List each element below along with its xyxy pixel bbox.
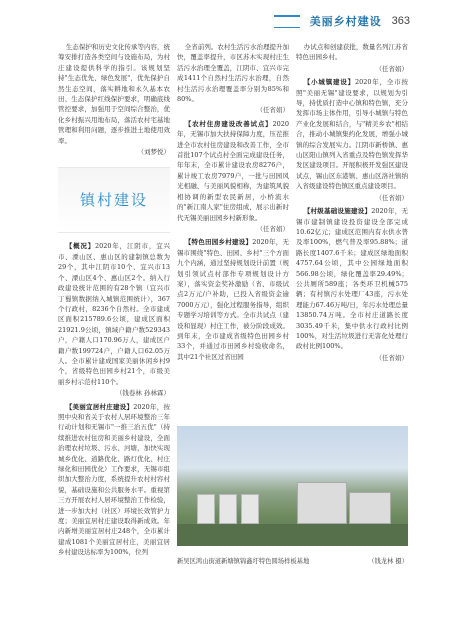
section-title: 美丽乡村建设 [309,15,382,28]
column-3 [296,42,408,366]
column-2 [177,42,289,363]
editor-credit: （任省娟） [375,64,408,73]
paragraph: 生态保护和历史文化传承等内容，统筹安排打造各类空间与设施布局，为村庄建设提供科学的指引。该规划坚持"生态优先、绿色发展"，优先保护自然生态空间，落实耕地和永久基本农田、生态保护红线保护要求，明确底线管控要求，加强用于空间综合整治，优化乡村振兴用地布局，落活农村宅基地管理和利用问题，逐步推进土地使用效率。 [58,43,170,145]
editor-credit: （任省娟） [375,353,408,362]
editor-credit: （任省娟） [375,193,408,202]
paragraph-text: 2020年，按照中央和省关于农村人居环境整治三年行动计划和无锡市"一推三治五优"（持续推进农村住房和美丽乡村建设，全面治理农村垃圾、污水、河塘，加快实现城乡优化、道路优化、路灯优化、村庄绿化和田园优化）工作要求，无锡市组织加大整治力度，系统提升农村村容村貌，基础设施和公共服务水平。重视第三方开展农村人居环境整治工作检验，进一步加大村（社区）环境长效管护力度；美丽宜居村庄建设取得新成效。年内新增美丽宜居村庄248个，全市累计建成1081个美丽宜居村庄，美丽宜居乡村建设达标率为100%，位列 [58,402,171,557]
subsection-heading: 【小城镇建设】 [303,78,355,87]
section-banner [58,167,170,233]
paragraph-text: 2020年，无锡市围绕"特色、田园、乡村"三个方面九个内涵，通过坚持规划设计前置（规划引领试点村部作专项规划设计方案），落实资金奖补激励（省、市级试点2万元/户补助，已投入省级资金逾7000万元），强化过程服务指导，组织专题学习培训等方式。全市共试点（建设和显现）村庄工作，被分阶段成效。到年末，全市建成省级特色田园乡村33个，并通过市田园乡村验收命名，其中21个社区过省田园 [177,238,290,361]
photo-caption [177,556,408,565]
paragraph [58,402,170,558]
editor-credit: （任省娟） [256,224,289,233]
building-shape [349,492,391,524]
paragraph-text: 2020年，无锡市加大扶持保障力度，压茬推进全市农村住房建设和改善工作，全市首批107个试点村全面完成建设任务，年年末，全市累计建设农房8276户，累计竣工农房7979户，一批与田园风光相融、与美丽风貌相称，为建筑风貌相协调的新型农民新居，小桥流水的"新江南人家"住房组成，展示出新时代无锡美丽田园乡村新形象。 [177,119,289,222]
tank-shape [197,494,215,524]
paragraph [296,77,408,191]
building-shape [297,482,347,524]
column-1 [58,42,170,559]
editor-credit: （刘梦悦） [137,148,170,157]
editor-credit: （任省娟） [256,106,289,115]
subsection-heading: 【村级基础设施建设】 [303,207,372,216]
paragraph [296,206,408,352]
caption-text: 新吴区鸿山街道新塘镇锦鑫圩特色圆场样板基地 [177,558,310,565]
subsection-heading: 【特色田园乡村建设】 [184,238,253,247]
banner-title: 镇村建设 [79,191,148,210]
subsection-heading: 【概况】 [65,242,96,251]
field-shape [177,524,408,546]
paragraph [177,237,289,362]
paragraph-text: 2020年，无锡市建制镇建设投资建设全部完成10.62亿元；建成区范围内有水供水普及率100%，燃气普及率95.88%；道路长度1407.6千米；建成区绿地面积4757.64公顷，其中公园绿地面积566.98公顷，绿化覆盖率29.49%；公共厕所589座；各类环卫机械575辆；有村镇污水处理厂43座，污水处理能力67.46万吨/日，年污水处理总量13850.74万吨。全市村庄道路长度3035.49千米，集中供水行政村比例100%，对生活垃圾进行无害化处理行政村比例100%。 [296,207,409,351]
paragraph: 全省前列。农村生活污水治理提升加快，覆盖率提升，市区苏木实现村庄生活污水治理全覆盖，江阴市、宜兴市完成1411个自然村生活污水治理，自然村生活污水治理覆盖率分别为85%和80%。 [177,43,289,104]
page-header [274,12,410,30]
page-number: 363 [391,15,410,27]
tank-shape [241,494,259,524]
editor-credit: （钱卷林 孙林霖） [115,389,170,398]
subsection-heading: 【美丽宜居村庄建设】 [65,402,134,411]
paragraph-text: 2020年，江阴市，宜兴市、溧山区、惠山区的建制镇总数为29个，其中江阴市10个、宜兴市13个、溧山区4个、惠山区2个。纳入行政建设统计范围的有28个镇（宜兴市丁蜀镇数据纳入城镇范围统计），367个行政村，8236个自然村。全市建成区面积215789.6公顷，建成区面积21921.9公顷，镇域户籍户数529343户，户籍人口170.96万人，建成区户籍户数199724户，户籍人口62.05万人。全市累计建成国家美丽休闲乡村9个，省级特色田园乡村21个，市级美丽乡村示范村110个。 [58,242,170,386]
village-photo [177,426,408,546]
tank-shape [219,494,237,524]
subsection-heading: 【农村住房建设改善试点】 [184,119,273,128]
paragraph-text: 2020年，全市按照"美丽无锡"建设要求，以规划为引导，持优质打造中心镇和特色镇，充分发挥市场主体作用，引导小城镇与特色产业化发展和结合，与"精美乡农"相结合，推动小城镇集约化发展，增强小城镇的综合发展实力。江阴市新桥镇、惠山区阳山镇列入省重点及特色镇发挥华发区建设项目。开展积极开发强区建设试点，锡山区东港镇、惠山区洛社镇纳入省级建设特色镇区重点建设项目。 [296,78,409,191]
header-decoration [274,15,300,28]
paragraph [177,119,289,223]
caption-credit: （钱龙林 摄） [368,558,408,565]
paragraph: 办试点和创建获批，数量名列江苏省特色田园乡村。 [296,43,408,62]
paragraph [58,241,170,387]
